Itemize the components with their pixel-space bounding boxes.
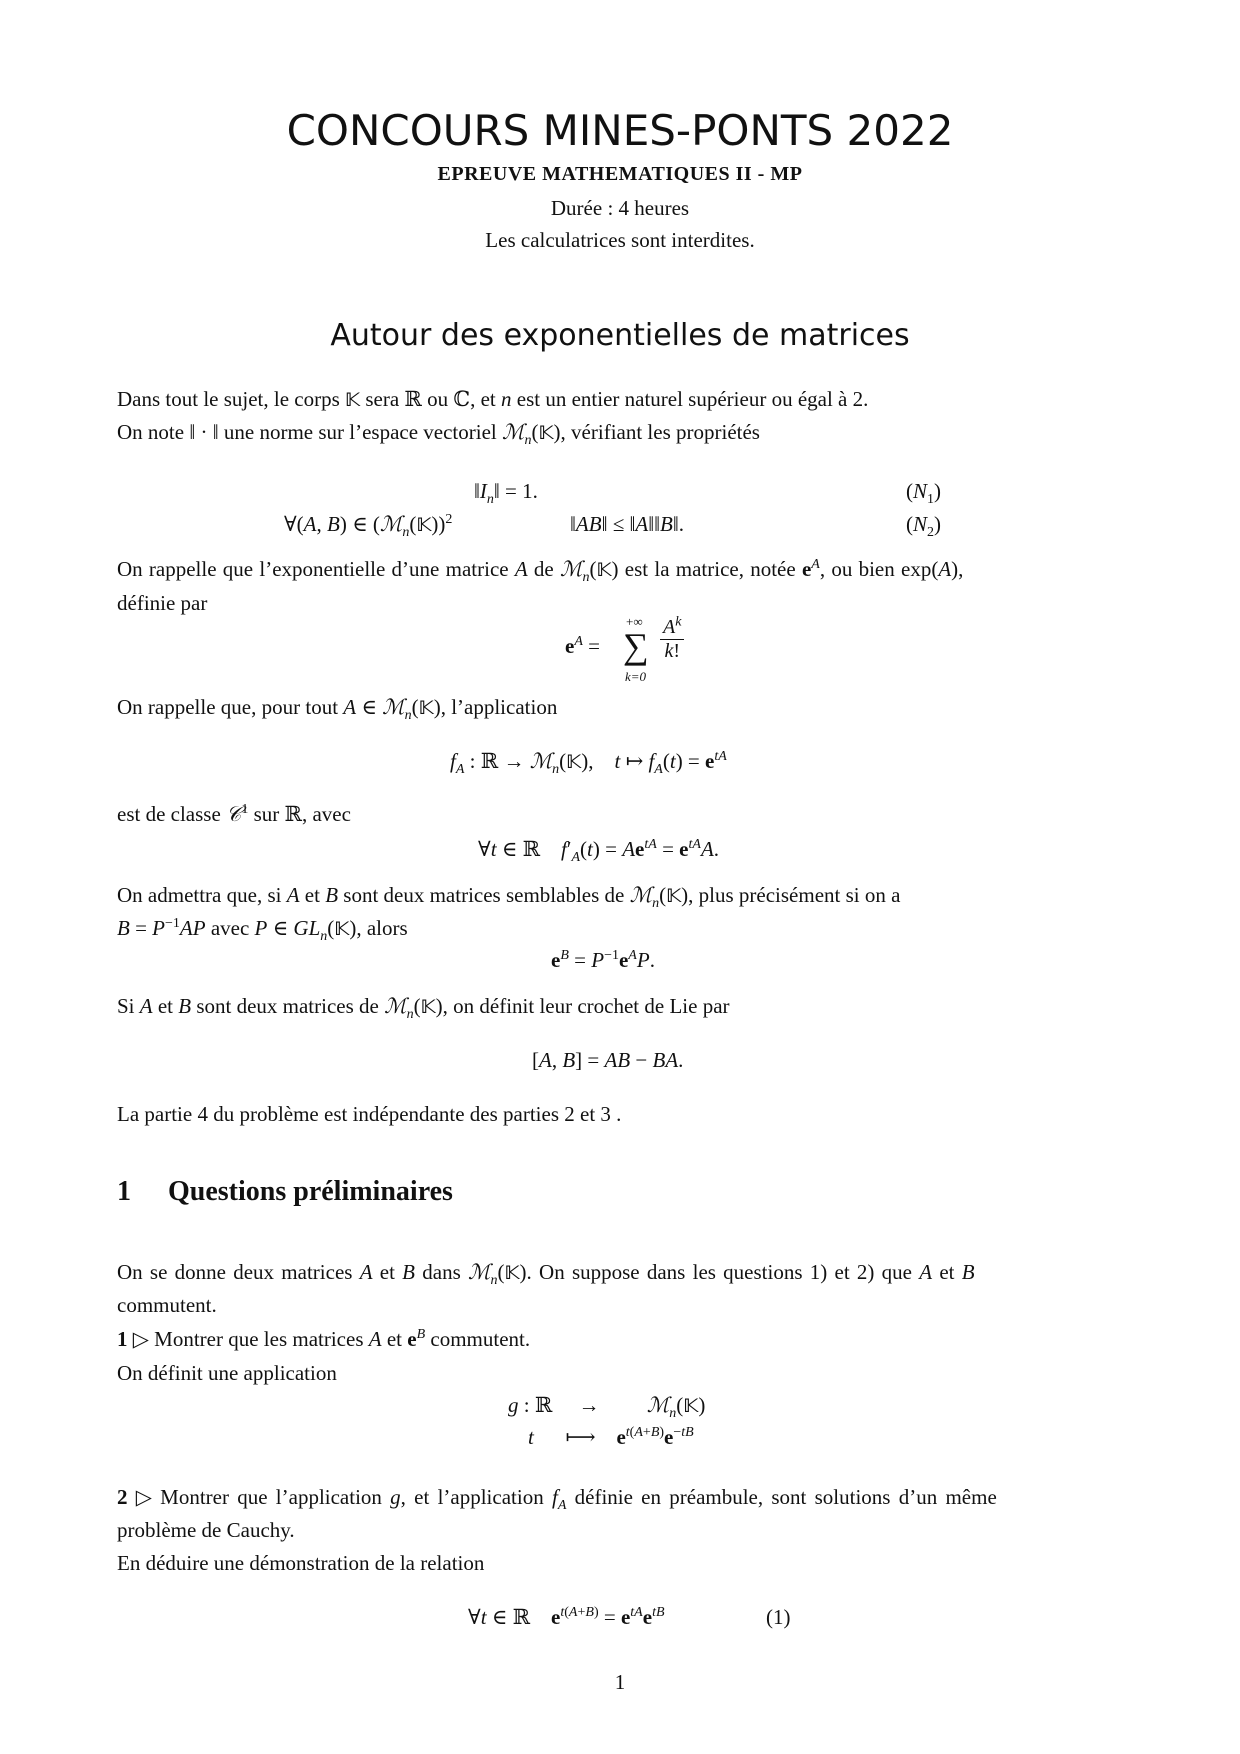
lie-bracket-intro: Si A et B sont deux matrices de ℳ$_n$(𝕂), on définit leur crochet de Lie par [117, 994, 730, 1023]
question-2-line-1: 2 ▷ Montrer que l’application g, et l’application $f_A$ définie en préambule, sont solutions d’un même [117, 1485, 997, 1514]
relation-1-label: (1) [766, 1605, 791, 1629]
independence-note: La partie 4 du problème est indépendante des parties 2 et 3 . [117, 1102, 622, 1126]
question-1-arrow: ▷ [132, 1327, 149, 1351]
section-number: 1 [117, 1176, 131, 1207]
norm-property-n2: ‖AB‖ ≤ ‖A‖‖B‖. [570, 512, 684, 536]
question-2-arrow: ▷ [135, 1485, 152, 1509]
fa-intro: On rappelle que, pour tout A ∈ ℳ$_n$(𝕂), l’application [117, 695, 558, 724]
intro-line-2: On note ‖ · ‖ une norme sur l’espace vectoriel ℳ$_n$(𝕂), vérifiant les propriétés [117, 420, 760, 449]
section1-intro-line-2: commutent. [117, 1293, 217, 1317]
g-map-line-1: g : ℝ → ℳ$_n$(𝕂) [508, 1393, 706, 1422]
section-title: Questions préliminaires [168, 1176, 453, 1207]
question-1: 1 ▷ Montrer que les matrices A et $e^B$ commutent. [117, 1327, 531, 1351]
n1-label: $(N_1)$ [906, 479, 942, 508]
question-2-line-2: problème de Cauchy. [117, 1518, 295, 1542]
exam-subtitle: EPREUVE MATHEMATIQUES II - MP [437, 163, 803, 185]
similar-line-1: On admettra que, si A et B sont deux matrices semblables de ℳ$_n$(𝕂), plus précisément si on a [117, 883, 901, 912]
g-map-line-2: t ⟼ $e^{t(A+B)}e^{-tB}$ [528, 1425, 694, 1449]
page-number: 1 [614, 1670, 626, 1694]
main-title: Autour des exponentielles de matrices [330, 318, 910, 353]
question-1-number: 1 [117, 1327, 128, 1351]
g-definition-intro: On définit une application [117, 1361, 337, 1385]
intro-line-1: Dans tout le sujet, le corps 𝕂 sera ℝ ou ℂ, et n est un entier naturel supérieur ou égal à 2. [117, 387, 869, 411]
exam-duration: Durée : 4 heures [550, 196, 690, 220]
relation-1: ∀t ∈ ℝ $e^{t(A+B)} = e^{tA}e^{tB}$ [468, 1605, 665, 1629]
norm-property-n2-quantifier: ∀(A, B) ∈ (ℳ$_n$(𝕂))$^2$ [284, 512, 453, 541]
exp-series-formula: $e^A$ = +∞ ∑ k=0 $\frac{A^k}{k!}$ [565, 614, 715, 684]
similar-line-2: $B = P^{-1}AP$ avec P ∈ $GL_n(𝕂)$, alors [117, 916, 408, 945]
question-2-line-3: En déduire une démonstration de la relation [117, 1551, 485, 1575]
lie-bracket-formula: [A, B] = AB − BA. [532, 1048, 684, 1072]
n2-label: $(N_2)$ [906, 512, 942, 541]
fa-derivative: ∀t ∈ ℝ $f'_A(t) = Ae^{tA} = e^{tA}A$. [478, 837, 720, 866]
exp-definition-line-1: On rappelle que l’exponentielle d’une matrice A de ℳ$_n$(𝕂) est la matrice, notée $e^A$, ou bien exp(A), [117, 557, 964, 586]
similar-exp-relation: $e^B = P^{-1}e^AP$. [551, 948, 655, 972]
norm-property-n1: $‖I_n‖ = 1$. [474, 479, 538, 508]
exam-title: CONCOURS MINES-PONTS 2022 [286, 106, 954, 155]
question-2-number: 2 [117, 1485, 128, 1509]
fa-definition: $f_A$ : ℝ → ℳ$_n$(𝕂), t ↦ $f_A(t) = e^{tA}$ [450, 749, 727, 778]
calculators-note: Les calculatrices sont interdites. [485, 228, 755, 252]
fa-class: est de classe 𝒞$^1$ sur ℝ, avec [117, 802, 351, 826]
exp-definition-line-2: définie par [117, 591, 208, 615]
section1-intro-line-1: On se donne deux matrices A et B dans ℳ$_n$(𝕂). On suppose dans les questions 1) et 2) que A et B [117, 1260, 975, 1289]
